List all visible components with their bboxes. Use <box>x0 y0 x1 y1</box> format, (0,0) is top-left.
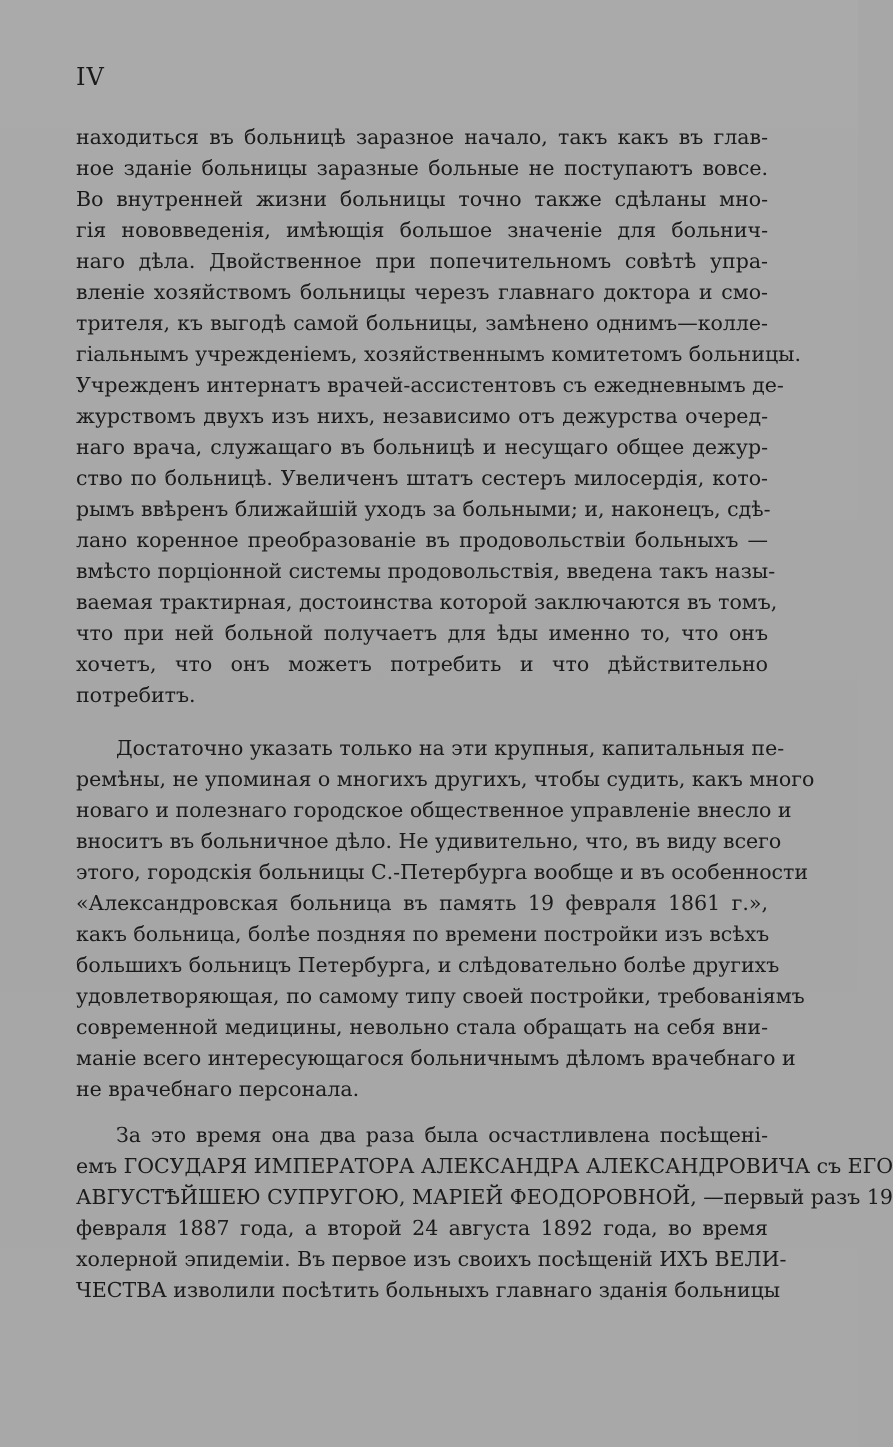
text-line: вноситъ въ больничное дѣло. Не удивительно, что, въ виду всего <box>76 829 782 853</box>
text-line: находиться въ больницѣ заразное начало, такъ какъ въ глав- <box>76 125 768 149</box>
text-line: наго дѣла. Двойственное при попечительномъ совѣтѣ упра- <box>76 249 768 273</box>
text-line: АВГУСТѢЙШЕЮ СУПРУГОЮ, МАРІЕЙ ФЕОДОРОВНОЙ, —первый разъ 19 <box>76 1185 893 1209</box>
text-line: ство по больницѣ. Увеличенъ штатъ сестеръ милосердія, кото- <box>76 466 768 490</box>
text-line: наго врача, служащаго въ больницѣ и несущаго общее дежур- <box>76 435 768 459</box>
text-line: современной медицины, невольно стала обращать на себя вни- <box>76 1015 768 1039</box>
text-line: хочетъ, что онъ можетъ потребить и что дѣйствительно <box>76 652 768 676</box>
text-line: новаго и полезнаго городское общественное управленіе внесло и <box>76 798 792 822</box>
text-line: что при ней больной получаетъ для ѣды именно то, что онъ <box>76 621 768 645</box>
text-line: рымъ ввѣренъ ближайшій уходъ за больными; и, наконецъ, сдѣ- <box>76 497 771 521</box>
text-line: «Александровская больница въ память 19 февраля 1861 г.», <box>76 891 768 915</box>
text-line: потребитъ. <box>76 683 196 707</box>
text-line: маніе всего интересующагося больничнымъ дѣломъ врачебнаго и <box>76 1046 796 1070</box>
text-line: какъ больница, болѣе поздняя по времени постройки изъ всѣхъ <box>76 922 770 946</box>
text-line: февраля 1887 года, а второй 24 августа 1892 года, во время <box>76 1216 768 1240</box>
text-line: ное зданіе больницы заразные больные не поступаютъ вовсе. <box>76 156 768 180</box>
text-line: этого, городскія больницы С.-Петербурга вообще и въ особенности <box>76 860 809 884</box>
text-line: не врачебнаго персонала. <box>76 1077 360 1101</box>
text-line: ЧЕСТВА изволили посѣтить больныхъ главнаго зданія больницы <box>76 1278 781 1302</box>
text-line: Учрежденъ интернатъ врачей-ассистентовъ съ ежедневнымъ де- <box>76 373 784 397</box>
text-line: вленіе хозяйствомъ больницы черезъ главнаго доктора и смо- <box>76 280 768 304</box>
text-line: удовлетворяющая, по самому типу своей постройки, требованіямъ <box>76 984 805 1008</box>
paragraph-1 <box>76 122 801 711</box>
text-line: Во внутренней жизни больницы точно также сдѣланы мно- <box>76 187 768 211</box>
text-line: трителя, къ выгодѣ самой больницы, замѣнено однимъ—колле- <box>76 311 768 335</box>
text-line: гіальнымъ учрежденіемъ, хозяйственнымъ комитетомъ больницы. <box>76 342 801 366</box>
paragraph-3 <box>76 1120 893 1306</box>
text-line: холерной эпидеміи. Въ первое изъ своихъ посѣщеній ИХЪ ВЕЛИ- <box>76 1247 787 1271</box>
text-line: лано коренное преобразованіе въ продовольствіи больныхъ — <box>76 528 768 552</box>
text-line: Достаточно указать только на эти крупныя, капитальныя пе- <box>116 736 785 760</box>
text-line: журствомъ двухъ изъ нихъ, независимо отъ дежурства очеред- <box>76 404 768 428</box>
paragraph-2 <box>76 733 815 1105</box>
text-line: ремѣны, не упоминая о многихъ другихъ, чтобы судить, какъ много <box>76 767 815 791</box>
text-line: вмѣсто порціонной системы продовольствія, введена такъ назы- <box>76 559 776 583</box>
text-line: большихъ больницъ Петербурга, и слѣдовательно болѣе другихъ <box>76 953 780 977</box>
text-line: ваемая трактирная, достоинства которой заключаются въ томъ, <box>76 590 778 614</box>
page-number: IV <box>76 63 105 91</box>
text-line: гія нововведенія, имѣющія большое значеніе для больнич- <box>76 218 768 242</box>
text-line: За это время она два раза была осчастливлена посѣщені- <box>116 1123 768 1147</box>
text-line: емъ ГОСУДАРЯ ИМПЕРАТОРА АЛЕКСАНДРА АЛЕКСАНДРОВИЧА съ ЕГО <box>76 1154 893 1178</box>
